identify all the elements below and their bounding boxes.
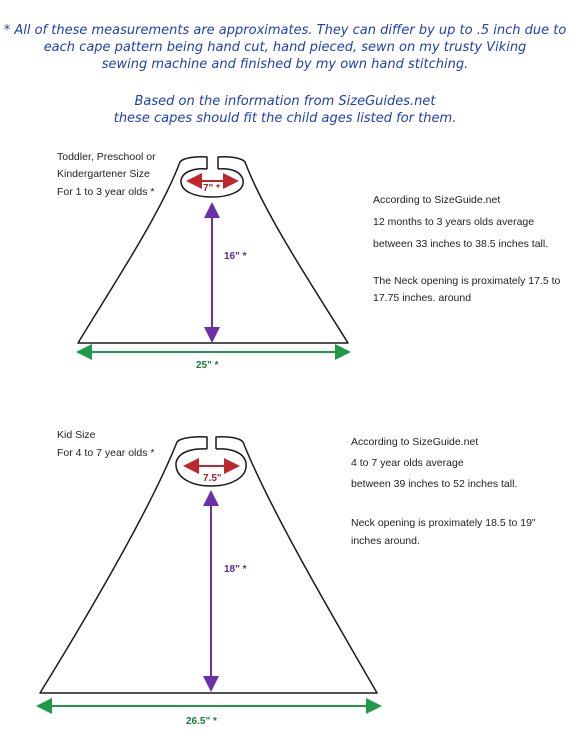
toddler-neck-line-1: The Neck opening is proximately 17.5 to [373, 275, 561, 287]
header-line-5: these capes should fit the child ages listed for them. [113, 111, 457, 126]
kid-neck-line-1: Neck opening is proximately 18.5 to 19" [351, 517, 536, 529]
kid-bottom-width-label: 26.5" * [186, 716, 217, 727]
kid-age-range: For 4 to 7 year olds * [57, 447, 155, 459]
toddler-age-range: For 1 to 3 year olds * [57, 186, 155, 198]
toddler-neck-line-2: 17.75 inches. around [373, 292, 472, 304]
toddler-info-source: According to SizeGuide.net [373, 194, 501, 206]
toddler-info-line-2: between 33 inches to 38.5 inches tall. [373, 238, 549, 250]
toddler-bottom-width-label: 25" * [196, 360, 219, 371]
kid-title: Kid Size [57, 429, 96, 441]
kid-neck-line-2: inches around. [351, 535, 420, 547]
toddler-title-line-1: Toddler, Preschool or [57, 151, 156, 163]
toddler-title-line-2: Kindergartener Size [57, 168, 150, 180]
kid-info-line-2: between 39 inches to 52 inches tall. [351, 478, 518, 490]
kid-length-label: 18" * [224, 564, 247, 575]
toddler-neck-width-label: 7" * [203, 183, 220, 194]
toddler-length-label: 16" * [224, 251, 247, 262]
header-line-4: Based on the information from SizeGuides.net [134, 94, 436, 109]
header-line-1: * All of these measurements are approximates. They can differ by up to .5 inch due to [3, 23, 567, 38]
header-line-2: each cape pattern being hand cut, hand pieced, sewn on my trusty Viking [43, 40, 527, 55]
kid-info-source: According to SizeGuide.net [351, 436, 479, 448]
kid-info-line-1: 4 to 7 year olds average [351, 457, 464, 469]
kid-neck-width-label: 7.5" [203, 473, 222, 484]
toddler-info-line-1: 12 months to 3 years olds average [373, 216, 535, 228]
header-line-3: sewing machine and finished by my own hand stitching. [101, 57, 469, 72]
